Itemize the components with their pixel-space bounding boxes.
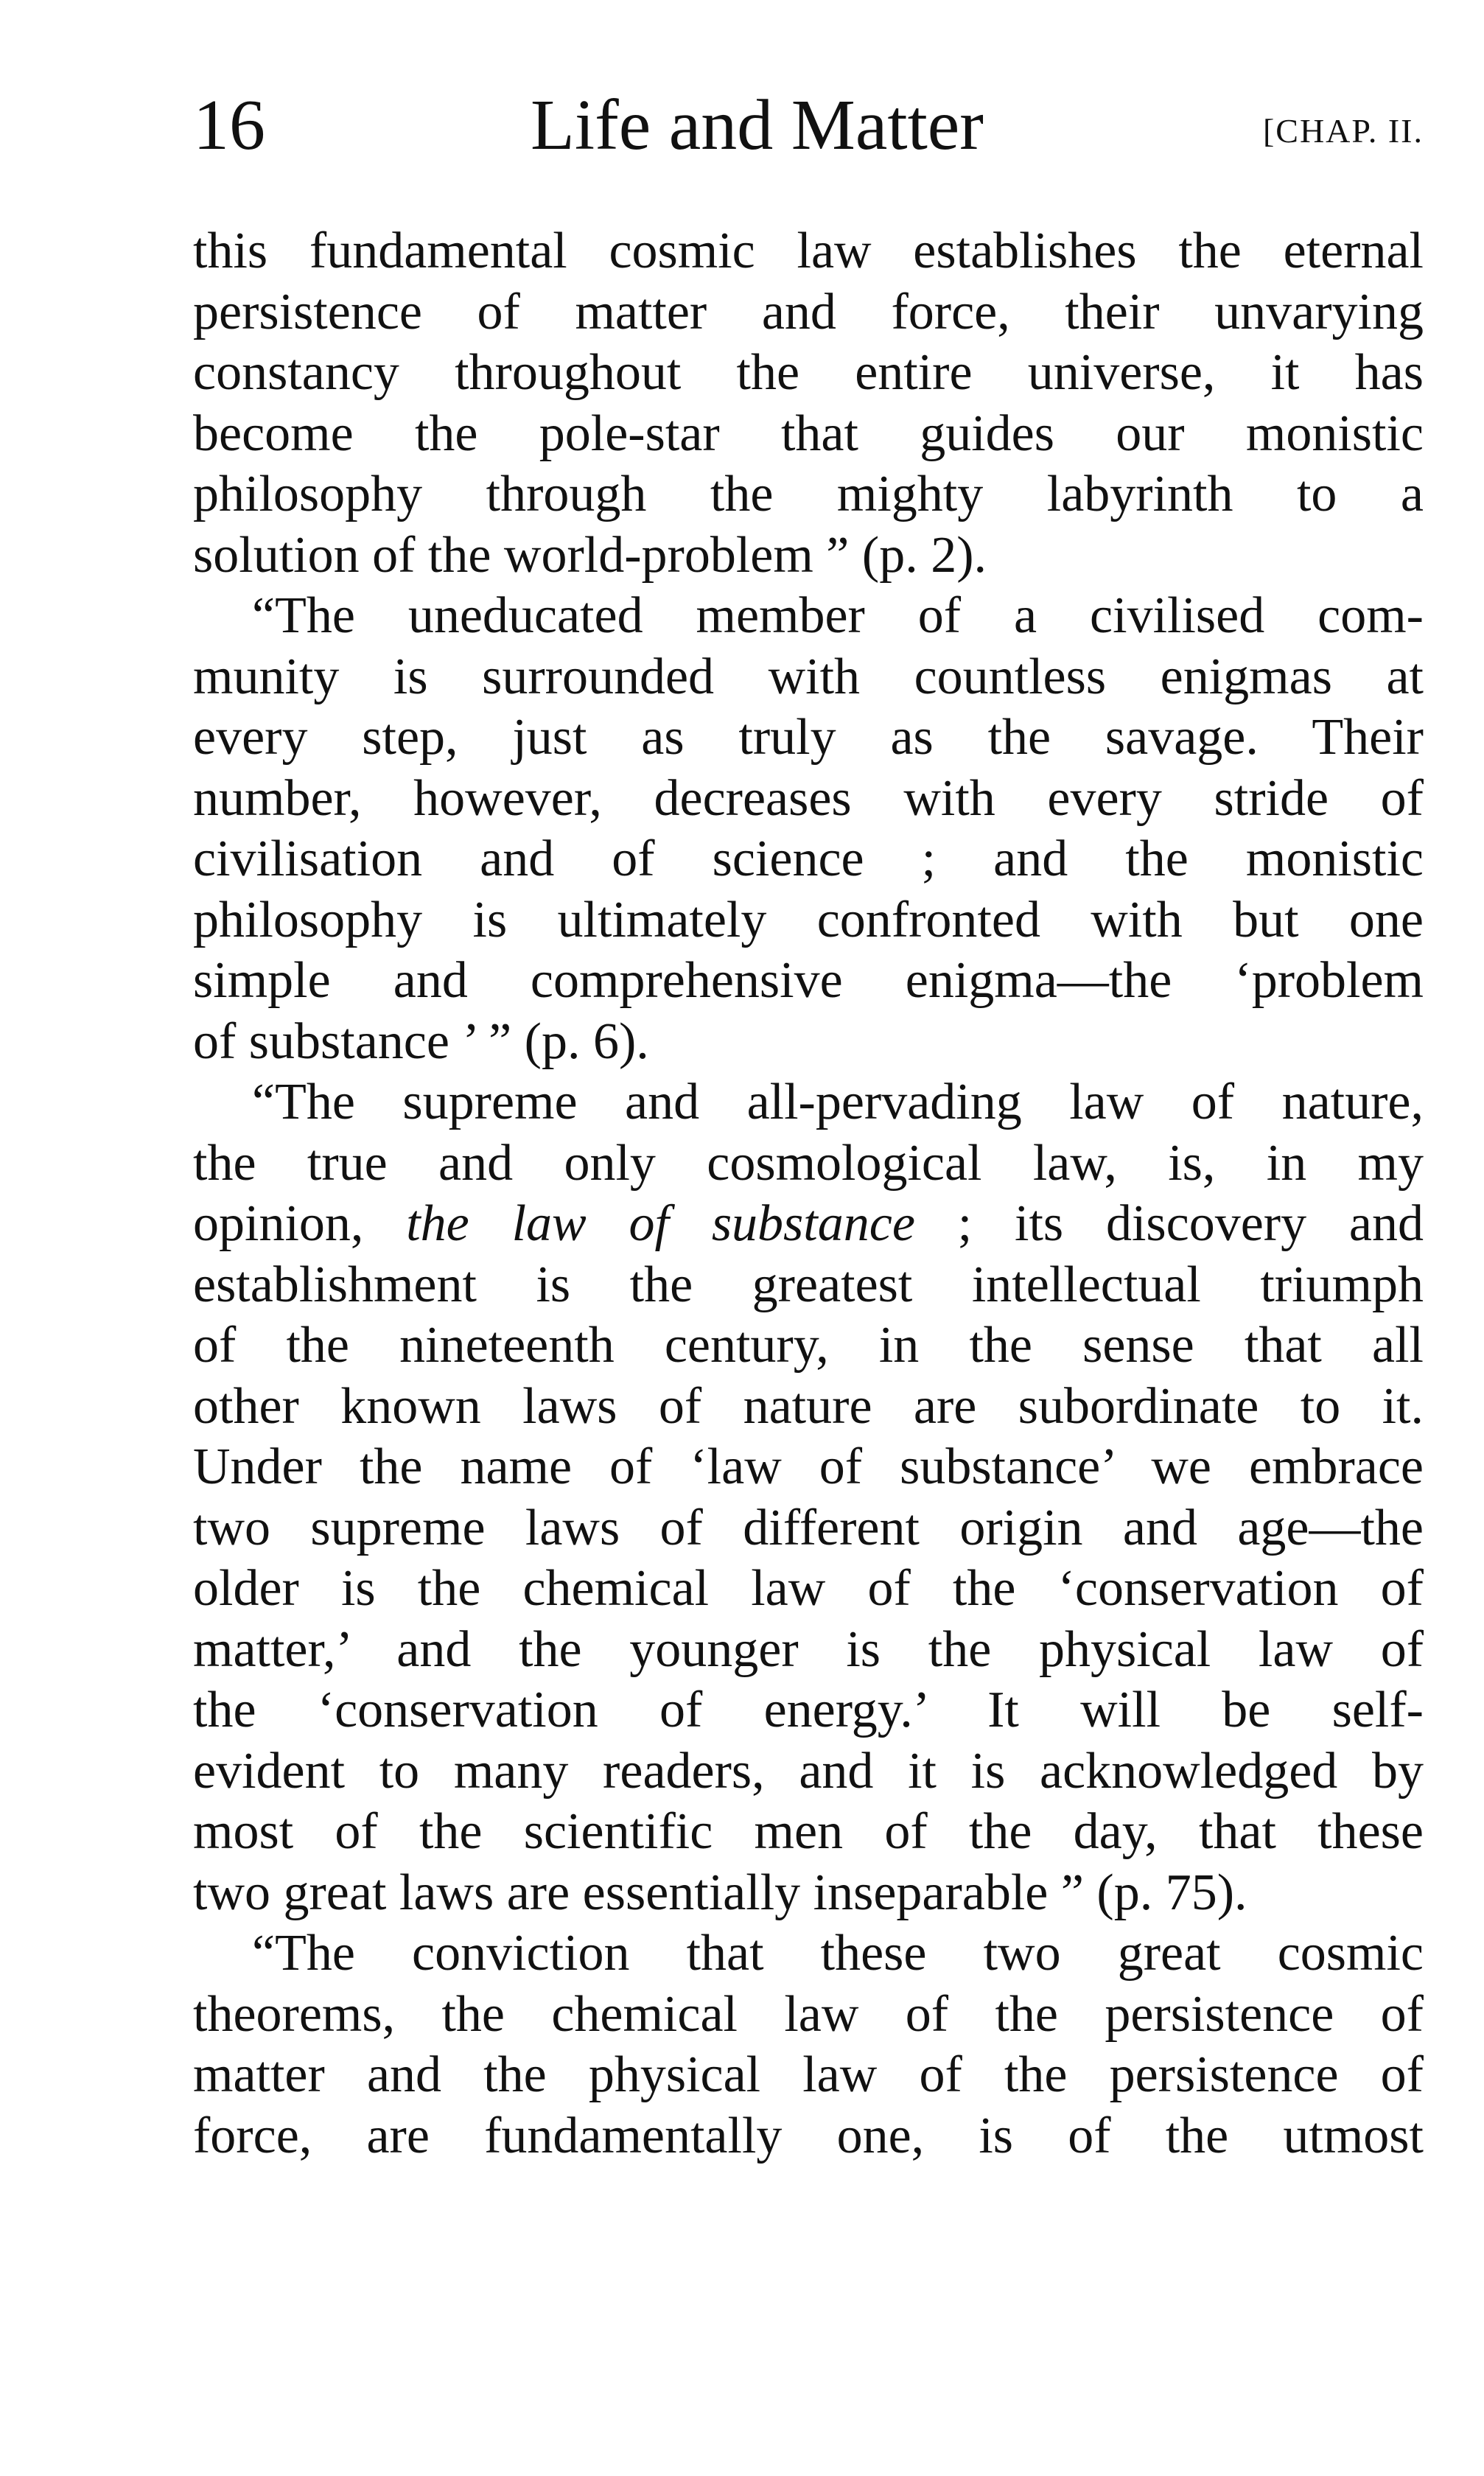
- text-line: “The conviction that these two great cosmic: [252, 1925, 1424, 1982]
- text-line: constancy throughout the entire universe, it has: [193, 344, 1424, 401]
- text-segment: opinion,: [193, 1195, 407, 1252]
- text-line: become the pole-star that guides our monistic: [193, 405, 1424, 462]
- text-line: solution of the world-problem ” (p. 2).: [193, 526, 987, 584]
- text-line: the true and only cosmological law, is, in my: [193, 1134, 1424, 1192]
- text-line: establishment is the greatest intellectual triumph: [193, 1256, 1424, 1313]
- text-line: “The uneducated member of a civilised com-: [252, 587, 1424, 644]
- text-line: two supreme laws of different origin and age—the: [193, 1499, 1424, 1556]
- text-line: “The supreme and all-pervading law of nature,: [252, 1074, 1424, 1130]
- text-line: older is the chemical law of the ‘conservation of: [193, 1560, 1424, 1617]
- text-line: most of the scientific men of the day, that these: [193, 1803, 1424, 1860]
- text-line: matter and the physical law of the persistence of: [193, 2046, 1424, 2103]
- text-line: persistence of matter and force, their unvarying: [193, 283, 1424, 340]
- text-line: munity is surrounded with countless enigmas at: [193, 648, 1424, 705]
- text-line: evident to many readers, and it is acknowledged by: [193, 1742, 1424, 1800]
- italic-phrase: the law of substance: [406, 1195, 915, 1252]
- text-line: other known laws of nature are subordinate to it.: [193, 1377, 1424, 1435]
- text-line-with-italic: [193, 1194, 1424, 1255]
- text-line: civilisation and of science ; and the monistic: [193, 830, 1424, 887]
- text-line: force, are fundamentally one, is of the utmost: [193, 2107, 1424, 2164]
- text-line: of substance ’ ” (p. 6).: [193, 1013, 649, 1070]
- text-line: this fundamental cosmic law establishes the eternal: [193, 223, 1424, 279]
- text-line: philosophy through the mighty labyrinth to a: [193, 466, 1424, 522]
- text-line: two great laws are essentially inseparable ” (p. 75).: [193, 1864, 1247, 1921]
- text-line: theorems, the chemical law of the persistence of: [193, 1985, 1424, 2043]
- text-line: of the nineteenth century, in the sense that all: [193, 1317, 1424, 1374]
- text-line: philosophy is ultimately confronted with but one: [193, 891, 1424, 948]
- chapter-reference: [CHAP. II.: [1262, 112, 1424, 150]
- running-head: [193, 81, 1424, 169]
- text-line: the ‘conservation of energy.’ It will be self-: [193, 1682, 1424, 1738]
- page-number: 16: [193, 85, 265, 165]
- text-segment: ; its discovery and: [914, 1195, 1424, 1252]
- running-title: Life and Matter: [531, 85, 984, 165]
- body-text: [193, 221, 1424, 2166]
- text-line: Under the name of ‘law of substance’ we embrace: [193, 1438, 1424, 1495]
- text-line: simple and comprehensive enigma—the ‘problem: [193, 952, 1424, 1009]
- text-line: every step, just as truly as the savage. Their: [193, 709, 1424, 766]
- text-line: number, however, decreases with every stride of: [193, 769, 1424, 827]
- text-line: matter,’ and the younger is the physical law of: [193, 1620, 1424, 1678]
